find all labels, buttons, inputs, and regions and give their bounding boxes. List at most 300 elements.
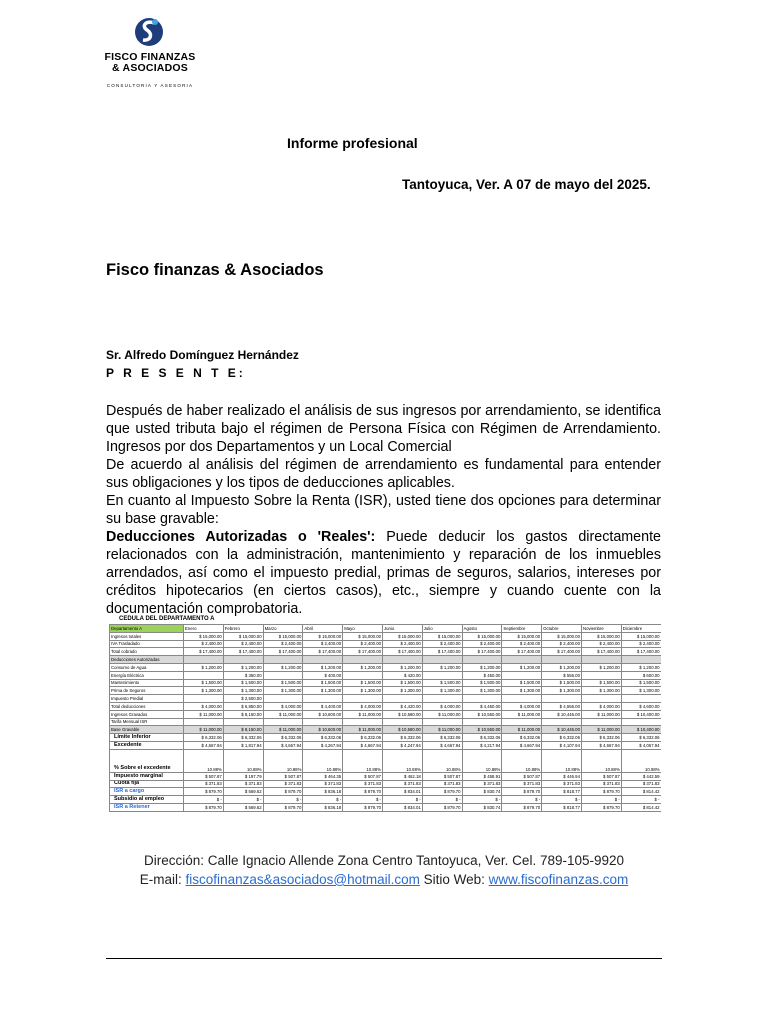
- value-cell: $ 836.18: [303, 788, 343, 796]
- value-cell: $ 507.87: [263, 772, 303, 780]
- value-cell: $ 836.18: [303, 803, 343, 811]
- value-cell: $ 17,400.00: [462, 648, 502, 656]
- value-cell: $ 818.77: [542, 788, 582, 796]
- value-cell: [462, 656, 502, 664]
- value-cell: $ 446.94: [542, 772, 582, 780]
- table-row: [110, 796, 662, 804]
- value-cell: $ 879.70: [502, 788, 542, 796]
- value-cell: $ 2,500.00: [223, 695, 263, 703]
- value-cell: $ 17,400.00: [382, 648, 422, 656]
- value-cell: $ -: [303, 796, 343, 804]
- value-cell: $ 442.59: [621, 772, 661, 780]
- value-cell: [581, 695, 621, 703]
- value-cell: $ 17,400.00: [303, 648, 343, 656]
- value-cell: $ 2,400.00: [382, 640, 422, 648]
- value-cell: $ 8,150.00: [223, 710, 263, 718]
- value-cell: $ 1,200.00: [581, 663, 621, 671]
- value-cell: $ 1,500.00: [343, 679, 383, 687]
- value-cell: $ 4,667.94: [422, 741, 462, 749]
- value-cell: $ 6,332.06: [621, 734, 661, 742]
- table-header-row: [110, 625, 662, 633]
- value-cell: $ 11,000.00: [502, 726, 542, 734]
- value-cell: $ 6,332.06: [382, 734, 422, 742]
- value-cell: $ 879.70: [422, 788, 462, 796]
- value-cell: $ 15,000.00: [462, 632, 502, 640]
- value-cell: [422, 718, 462, 726]
- value-cell: $ 1,500.00: [581, 679, 621, 687]
- value-cell: $ 10,446.00: [542, 726, 582, 734]
- value-cell: 10.88%: [382, 749, 422, 772]
- value-cell: $ 1,500.00: [223, 679, 263, 687]
- paragraph-4-rest: Puede deducir los gastos directamente relacionados con la administración, mantenimiento y reparación de los inmuebles arrendados, así como el impuesto predial, primas de seguros, salarios, intereses por créditos hipotecarios (en ciertos casos), etc., siempre y cuando cuente con la documentación comprobatoria.: [106, 529, 662, 617]
- table-row: [110, 780, 662, 788]
- value-cell: $ 2,400.00: [223, 640, 263, 648]
- value-cell: $ 11,000.00: [422, 710, 462, 718]
- value-cell: $ -: [223, 796, 263, 804]
- value-cell: [263, 671, 303, 679]
- value-cell: 10.88%: [184, 749, 224, 772]
- table-row: [110, 695, 662, 703]
- website-link[interactable]: www.fiscofinanzas.com: [488, 872, 629, 887]
- value-cell: $ 4,067.94: [621, 741, 661, 749]
- value-cell: $ -: [263, 796, 303, 804]
- value-cell: $ 1,200.00: [303, 663, 343, 671]
- value-cell: $ 6,332.06: [581, 734, 621, 742]
- value-cell: $ 4,107.94: [542, 741, 582, 749]
- value-cell: 10.88%: [502, 749, 542, 772]
- value-cell: $ 830.74: [462, 788, 502, 796]
- value-cell: $ 17,400.00: [343, 648, 383, 656]
- value-cell: $ 1,200.00: [343, 663, 383, 671]
- value-cell: $ 1,300.00: [343, 687, 383, 695]
- value-cell: $ -: [621, 796, 661, 804]
- logo-name-line1: FISCO FINANZAS: [104, 51, 196, 63]
- value-cell: $ 371.83: [462, 780, 502, 788]
- value-cell: $ 1,500.00: [502, 679, 542, 687]
- logo-s-icon: [134, 14, 164, 50]
- value-cell: $ 569.62: [223, 788, 263, 796]
- table-row: [110, 726, 662, 734]
- value-cell: $ -: [422, 796, 462, 804]
- value-cell: $ 197.79: [223, 772, 263, 780]
- value-cell: $ 11,000.00: [581, 710, 621, 718]
- row-label-cell: Ingresos totales: [110, 632, 184, 640]
- value-cell: $ 4,000.00: [263, 702, 303, 710]
- paragraph-4: [106, 528, 661, 618]
- value-cell: $ 4,667.94: [502, 741, 542, 749]
- value-cell: $ 879.70: [343, 788, 383, 796]
- value-cell: $ 4,267.94: [303, 741, 343, 749]
- value-cell: [581, 671, 621, 679]
- value-cell: $ 15,000.00: [382, 632, 422, 640]
- value-cell: $ 6,332.06: [343, 734, 383, 742]
- row-label-cell: ISR a cargo: [110, 788, 184, 796]
- value-cell: 10.88%: [581, 749, 621, 772]
- row-label-cell: Límite Inferior: [110, 734, 184, 742]
- value-cell: $ 17,400.00: [621, 648, 661, 656]
- value-cell: $ 879.70: [581, 803, 621, 811]
- table-row: [110, 632, 662, 640]
- row-label-cell: Impuesto marginal: [110, 772, 184, 780]
- value-cell: $ 1,300.00: [462, 687, 502, 695]
- row-label-cell: Mantenimiento: [110, 679, 184, 687]
- table-row: [110, 710, 662, 718]
- row-label-cell: Impuesto Predial: [110, 695, 184, 703]
- value-cell: [422, 656, 462, 664]
- email-label: E-mail:: [139, 872, 182, 887]
- value-cell: 10.88%: [621, 749, 661, 772]
- value-cell: $ 879.70: [184, 803, 224, 811]
- web-label: Sitio Web:: [423, 872, 485, 887]
- value-cell: $ 15,000.00: [343, 632, 383, 640]
- month-header-cell: Abril: [303, 625, 343, 633]
- value-cell: $ 11,000.00: [263, 710, 303, 718]
- value-cell: $ 507.87: [581, 772, 621, 780]
- value-cell: $ 1,200.00: [184, 663, 224, 671]
- value-cell: $ 4,667.94: [581, 741, 621, 749]
- month-header-cell: Mayo: [343, 625, 383, 633]
- value-cell: $ 2,400.00: [542, 640, 582, 648]
- value-cell: $ 11,000.00: [263, 726, 303, 734]
- value-cell: $ 507.87: [422, 772, 462, 780]
- value-cell: $ 2,400.00: [263, 640, 303, 648]
- value-cell: $ 507.87: [502, 772, 542, 780]
- value-cell: $ 15,000.00: [422, 632, 462, 640]
- value-cell: [542, 656, 582, 664]
- value-cell: $ 4,420.00: [382, 702, 422, 710]
- value-cell: $ 1,300.00: [184, 687, 224, 695]
- value-cell: $ 10,580.00: [382, 710, 422, 718]
- value-cell: $ 15,000.00: [502, 632, 542, 640]
- company-logo: [88, 8, 218, 88]
- value-cell: $ 15,000.00: [542, 632, 582, 640]
- value-cell: $ 879.70: [263, 788, 303, 796]
- value-cell: $ 600.00: [621, 671, 661, 679]
- value-cell: [343, 695, 383, 703]
- value-cell: $ 11,000.00: [184, 710, 224, 718]
- value-cell: [422, 695, 462, 703]
- value-cell: 10.88%: [263, 749, 303, 772]
- value-cell: $ 569.62: [223, 803, 263, 811]
- value-cell: $ 4,217.94: [462, 741, 502, 749]
- value-cell: $ 1,500.00: [462, 679, 502, 687]
- value-cell: $ 4,667.94: [343, 741, 383, 749]
- value-cell: $ 879.70: [422, 803, 462, 811]
- row-label-cell: Consumo de Agua: [110, 663, 184, 671]
- value-cell: $ 11,000.00: [343, 726, 383, 734]
- value-cell: $ -: [581, 796, 621, 804]
- value-cell: $ 11,000.00: [502, 710, 542, 718]
- table-row: [110, 734, 662, 742]
- value-cell: [621, 695, 661, 703]
- value-cell: $ 371.83: [223, 780, 263, 788]
- value-cell: $ 818.77: [542, 803, 582, 811]
- value-cell: $ 10,400.00: [621, 726, 661, 734]
- value-cell: $ 15,000.00: [184, 632, 224, 640]
- value-cell: $ 1,300.00: [382, 687, 422, 695]
- month-header-cell: Marzo: [263, 625, 303, 633]
- email-link[interactable]: fiscofinanzas&asociados@hotmail.com: [185, 872, 420, 887]
- value-cell: $ 371.83: [581, 780, 621, 788]
- value-cell: $ 4,667.94: [263, 741, 303, 749]
- value-cell: $ 10,580.00: [382, 726, 422, 734]
- value-cell: [502, 695, 542, 703]
- value-cell: $ 10,550.00: [462, 710, 502, 718]
- value-cell: 10.88%: [223, 749, 263, 772]
- value-cell: 10.88%: [303, 749, 343, 772]
- value-cell: [502, 718, 542, 726]
- row-label-cell: Subsidio al empleo: [110, 796, 184, 804]
- value-cell: $ 556.00: [542, 671, 582, 679]
- value-cell: 10.88%: [422, 749, 462, 772]
- value-cell: $ 8,150.00: [223, 726, 263, 734]
- value-cell: $ 11,000.00: [343, 710, 383, 718]
- value-cell: [621, 718, 661, 726]
- value-cell: $ 462.18: [382, 772, 422, 780]
- value-cell: [263, 656, 303, 664]
- value-cell: $ 814.42: [621, 803, 661, 811]
- value-cell: $ -: [462, 796, 502, 804]
- value-cell: [343, 656, 383, 664]
- value-cell: $ 15,000.00: [263, 632, 303, 640]
- value-cell: $ 6,332.06: [502, 734, 542, 742]
- salutation: P R E S E N T E:: [106, 366, 246, 380]
- value-cell: $ 17,400.00: [184, 648, 224, 656]
- month-header-cell: Julio: [422, 625, 462, 633]
- value-cell: [502, 656, 542, 664]
- value-cell: $ 1,200.00: [382, 663, 422, 671]
- value-cell: $ 1,300.00: [581, 687, 621, 695]
- value-cell: $ 371.83: [343, 780, 383, 788]
- value-cell: $ 1,500.00: [382, 679, 422, 687]
- logo-name: [88, 52, 212, 74]
- value-cell: $ 450.00: [462, 671, 502, 679]
- row-label-cell: IVA Trasladado: [110, 640, 184, 648]
- report-title: Informe profesional: [287, 135, 418, 151]
- paragraph-4-bold: Deducciones Autorizadas o 'Reales':: [106, 529, 376, 545]
- value-cell: $ 17,400.00: [502, 648, 542, 656]
- value-cell: $ 10,600.00: [303, 710, 343, 718]
- value-cell: $ 1,300.00: [422, 687, 462, 695]
- value-cell: $ 15,000.00: [621, 632, 661, 640]
- value-cell: $ 879.70: [184, 788, 224, 796]
- row-label-cell: Total deducciones: [110, 702, 184, 710]
- row-label-cell: Total cobrado: [110, 648, 184, 656]
- cedula-table: [109, 624, 661, 812]
- value-cell: $ 17,400.00: [223, 648, 263, 656]
- value-cell: $ 2,400.00: [184, 640, 224, 648]
- value-cell: [184, 656, 224, 664]
- value-cell: $ 4,450.00: [462, 702, 502, 710]
- value-cell: $ 507.87: [343, 772, 383, 780]
- value-cell: [184, 695, 224, 703]
- value-cell: $ 879.70: [502, 803, 542, 811]
- value-cell: [263, 695, 303, 703]
- month-header-cell: Diciembre: [621, 625, 661, 633]
- value-cell: $ 1,500.00: [263, 679, 303, 687]
- cedula-table-image: [109, 614, 661, 846]
- table-row: [110, 702, 662, 710]
- value-cell: $ 1,500.00: [184, 679, 224, 687]
- table-row: [110, 671, 662, 679]
- value-cell: $ -: [502, 796, 542, 804]
- table-row: [110, 788, 662, 796]
- row-label-cell: Excedente: [110, 741, 184, 749]
- value-cell: $ 4,600.00: [621, 702, 661, 710]
- paragraph-1: Después de haber realizado el análisis de sus ingresos por arrendamiento, se identifica que usted tributa bajo el régimen de Persona Física con Régimen de Arrendamiento. Ingresos por dos Departamentos y un Local Comercial: [106, 403, 661, 455]
- value-cell: $ 4,000.00: [184, 702, 224, 710]
- value-cell: $ 1,300.00: [223, 687, 263, 695]
- row-label-cell: Cuota fija: [110, 780, 184, 788]
- value-cell: $ 10,600.00: [303, 726, 343, 734]
- value-cell: $ 6,332.06: [422, 734, 462, 742]
- value-cell: $ 11,000.00: [422, 726, 462, 734]
- value-cell: $ 371.83: [422, 780, 462, 788]
- date-line: Tantoyuca, Ver. A 07 de mayo del 2025.: [402, 177, 651, 192]
- value-cell: 10.88%: [462, 749, 502, 772]
- recipient-name: Sr. Alfredo Domínguez Hernández: [106, 348, 299, 362]
- value-cell: $ 17,400.00: [263, 648, 303, 656]
- value-cell: $ 507.87: [184, 772, 224, 780]
- value-cell: $ 15,000.00: [581, 632, 621, 640]
- value-cell: $ 1,300.00: [303, 687, 343, 695]
- value-cell: $ 834.01: [382, 803, 422, 811]
- table-row: [110, 803, 662, 811]
- value-cell: $ 371.83: [382, 780, 422, 788]
- table-row: [110, 749, 662, 772]
- month-header-cell: Junio: [382, 625, 422, 633]
- table-title: CEDULA DEL DEPARTAMENTO A: [119, 616, 215, 622]
- value-cell: $ -: [382, 796, 422, 804]
- month-header-cell: Enero: [184, 625, 224, 633]
- value-cell: [343, 718, 383, 726]
- value-cell: 10.88%: [542, 749, 582, 772]
- value-cell: $ 17,400.00: [542, 648, 582, 656]
- value-cell: $ 1,500.00: [303, 679, 343, 687]
- value-cell: $ 371.83: [542, 780, 582, 788]
- value-cell: $ 1,200.00: [502, 663, 542, 671]
- value-cell: $ -: [184, 796, 224, 804]
- value-cell: $ 1,200.00: [422, 663, 462, 671]
- logo-tagline: CONSULTORIA Y ASESORIA: [106, 83, 194, 88]
- value-cell: $ 400.00: [303, 671, 343, 679]
- value-cell: $ 1,200.00: [223, 663, 263, 671]
- value-cell: [542, 718, 582, 726]
- value-cell: [581, 656, 621, 664]
- value-cell: [462, 718, 502, 726]
- value-cell: $ -: [343, 796, 383, 804]
- value-cell: $ 350.00: [223, 671, 263, 679]
- value-cell: $ 879.70: [581, 788, 621, 796]
- table-row: [110, 648, 662, 656]
- table-row: [110, 687, 662, 695]
- value-cell: $ 6,332.06: [223, 734, 263, 742]
- value-cell: $ 10,446.00: [542, 710, 582, 718]
- value-cell: [581, 718, 621, 726]
- value-cell: $ 17,400.00: [581, 648, 621, 656]
- value-cell: $ 371.83: [184, 780, 224, 788]
- row-label-cell: Prima de Seguros: [110, 687, 184, 695]
- value-cell: $ 879.70: [343, 803, 383, 811]
- value-cell: $ 1,817.94: [223, 741, 263, 749]
- value-cell: $ 17,400.00: [422, 648, 462, 656]
- value-cell: [184, 671, 224, 679]
- value-cell: [382, 695, 422, 703]
- month-header-cell: Septiembre: [502, 625, 542, 633]
- value-cell: $ 6,332.06: [542, 734, 582, 742]
- value-cell: $ 1,200.00: [621, 663, 661, 671]
- row-label-cell: ISR a Retener: [110, 803, 184, 811]
- table-row: [110, 640, 662, 648]
- value-cell: $ 4,000.00: [343, 702, 383, 710]
- value-cell: $ 834.01: [382, 788, 422, 796]
- value-cell: $ 1,300.00: [542, 687, 582, 695]
- value-cell: [462, 695, 502, 703]
- value-cell: $ 879.70: [263, 803, 303, 811]
- value-cell: [542, 695, 582, 703]
- value-cell: $ 2,400.00: [422, 640, 462, 648]
- value-cell: [303, 656, 343, 664]
- row-label-cell: Base Gravable: [110, 726, 184, 734]
- value-cell: $ 371.83: [621, 780, 661, 788]
- paragraph-3: En cuanto al Impuesto Sobre la Renta (ISR), usted tiene dos opciones para determinar su base gravable:: [106, 493, 661, 527]
- value-cell: $ 371.83: [263, 780, 303, 788]
- value-cell: $ 4,556.00: [542, 702, 582, 710]
- value-cell: $ 15,000.00: [223, 632, 263, 640]
- logo-name-line2: & ASOCIADOS: [112, 62, 188, 74]
- table-row: [110, 772, 662, 780]
- value-cell: $ 371.83: [502, 780, 542, 788]
- value-cell: $ 1,500.00: [422, 679, 462, 687]
- value-cell: $ 2,400.00: [343, 640, 383, 648]
- value-cell: [223, 656, 263, 664]
- value-cell: [621, 656, 661, 664]
- month-header-cell: Noviembre: [581, 625, 621, 633]
- header-label-cell: Departamento A: [110, 625, 184, 633]
- table-row: [110, 741, 662, 749]
- row-label-cell: Ingresos Gravados: [110, 710, 184, 718]
- value-cell: $ 4,000.00: [502, 702, 542, 710]
- value-cell: $ 4,000.00: [581, 702, 621, 710]
- value-cell: $ 2,400.00: [621, 640, 661, 648]
- row-label-cell: % Sobre el excedente: [110, 749, 184, 772]
- value-cell: $ 464.35: [303, 772, 343, 780]
- value-cell: $ 10,550.00: [462, 726, 502, 734]
- body-text: [106, 402, 661, 618]
- value-cell: $ 4,247.94: [382, 741, 422, 749]
- footer-divider: [106, 958, 662, 959]
- value-cell: $ 10,400.00: [621, 710, 661, 718]
- value-cell: $ 1,300.00: [621, 687, 661, 695]
- value-cell: [382, 656, 422, 664]
- value-cell: [422, 671, 462, 679]
- table-row: [110, 663, 662, 671]
- value-cell: $ 15,000.00: [303, 632, 343, 640]
- month-header-cell: Agosto: [462, 625, 502, 633]
- value-cell: $ 1,200.00: [462, 663, 502, 671]
- value-cell: $ 2,400.00: [303, 640, 343, 648]
- value-cell: [382, 718, 422, 726]
- footer-contact: [0, 872, 768, 887]
- value-cell: [184, 718, 224, 726]
- row-label-cell: Energía Eléctrica: [110, 671, 184, 679]
- value-cell: $ 830.74: [462, 803, 502, 811]
- value-cell: $ 1,500.00: [542, 679, 582, 687]
- value-cell: [303, 718, 343, 726]
- value-cell: $ 420.00: [382, 671, 422, 679]
- row-label-cell: Tarifa Mensual ISR: [110, 718, 184, 726]
- value-cell: 10.88%: [343, 749, 383, 772]
